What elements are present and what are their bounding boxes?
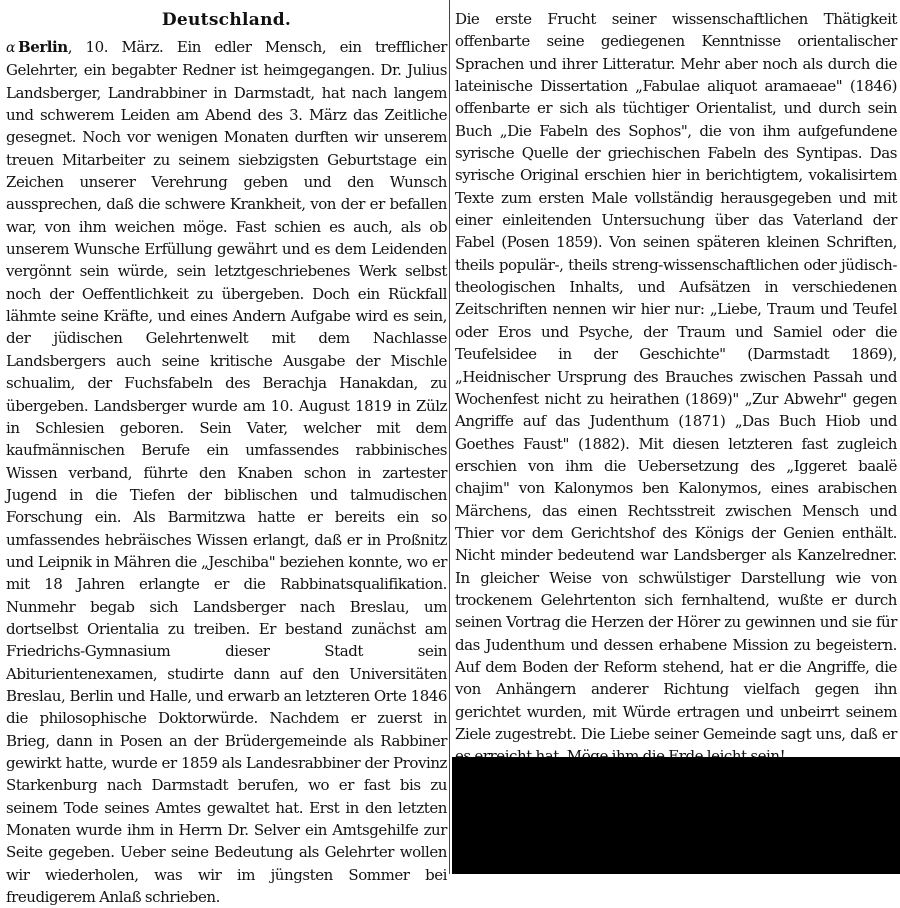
dateline-date: , 10. März. <box>67 38 177 56</box>
redaction-block <box>452 757 900 874</box>
article-paragraph-left <box>6 36 447 908</box>
right-column <box>455 8 897 748</box>
dateline-place: Berlin <box>18 38 68 56</box>
section-heading: Deutschland. <box>161 10 292 30</box>
left-column <box>6 0 447 908</box>
article-text-left: Ein edler Mensch, ein trefflicher Gelehrter, ein begabter Redner ist heimgegangen. Dr. Julius Landsberger, Landrabbiner in Darmstadt, hat nach langem und schwerem Leiden am Abend des 3. März das Zeitliche gesegnet. Noch vor wenigen Monaten durften wir unserem treuen Mitarbeiter zu seinem siebzigsten Geburtstage ein Zeichen unserer Verehrung geben und den Wunsch aussprechen, daß die schwere Krankheit, von der er befallen war, von ihm weichen möge. Fast schien es auch, als ob unserem Wunsche Erfüllung gewährt und es dem Leidenden vergönnt sein würde, sein letztgeschriebenes Werk selbst noch der Oeffentlichkeit zu übergeben. Doch ein Rückfall lähmte seine Kräfte, und eines Andern Aufgabe wird es sein, der jüdischen Gelehrtenwelt mit dem Nachlasse Landsbergers auch seine kritische Ausgabe der Mischle schualim, der Fuchsfabeln des Berachja Hanakdan, zu übergeben. Landsberger wurde am 10. August 1819 in Zülz in Schlesien geboren. Sein Vater, welcher mit dem kaufmännischen Berufe ein umfassendes rabbinisches Wissen verband, führte den Knaben schon in zartester Jugend in die Tiefen der biblischen und talmudischen Forschung ein. Als Barmitzwa hatte er bereits ein so umfassendes hebräisches Wissen erlangt, daß er in Proßnitz und Leipnik in Mähren die „Jeschiba" beziehen konnte, wo er mit 18 Jahren erlangte er die Rabbinatsqualifikation. Nunmehr begab sich Landsberger nach Breslau, um dortselbst Orientalia zu treiben. Er bestand zunächst am Friedrichs-Gymnasium dieser Stadt sein Abiturientenexamen, studirte dann auf den Universitäten Breslau, Berlin und Halle, und erwarb an letzteren Orte 1846 die philosophische Doktorwürde. Nachdem er zuerst in Brieg, dann in Posen an der Brüdergemeinde als Rabbiner gewirkt hatte, wurde er 1859 als Landesrabbiner der Provinz Starkenburg nach Darmstadt berufen, wo er fast bis zu seinem Tode seines Amtes gewaltet hat. Erst in den letzten Monaten wurde ihm in Herrn Dr. Selver ein Amtsgehilfe zur Seite gegeben. Ueber seine Bedeutung als Gelehrter wollen wir wiederholen, was wir im jüngsten Sommer bei freudigerem Anlaß schrieben. <box>6 38 447 907</box>
article-text-right: Die erste Frucht seiner wissenschaftlichen Thätigkeit offenbarte seine gediegenen Kenntnisse orientalischer Sprachen und ihrer Litteratur. Mehr aber noch als durch die lateinische Dissertation „Fabulae aliquot aramaeae" (1846) offenbarte er sich als tüchtiger Orientalist, und durch sein Buch „Die Fabeln des Sophos", die von ihm aufgefundene syrische Quelle der griechischen Fabeln des Syntipas. Das syrische Original erschien hier in berichtigtem, vokalisirtem Texte zum ersten Male vollständig herausgegeben und mit einer einleitenden Untersuchung über das Vaterland der Fabel (Posen 1859). Von seinen späteren kleinen Schriften, theils populär-, theils streng-wissenschaftlichen oder jüdisch-theologischen Inhalts, und Aufsätzen in verschiedenen Zeitschriften nennen wir hier nur: „Liebe, Traum und Teufel oder Eros und Psyche, der Traum und Samiel oder die Teufelsidee in der Geschichte" (Darmstadt 1869), „Heidnischer Ursprung des Brauches zwischen Passah und Wochenfest nicht zu heirathen (1869)" „Zur Abwehr" gegen Angriffe auf das Judenthum (1871) „Das Buch Hiob und Goethes Faust" (1882). Mit diesen letzteren fast zugleich erschien von ihm die Uebersetzung des „Iggeret baalë chajim" von Kalonymos ben Kalonymos, eines arabischen Märchens, das einen Rechtsstreit zwischen Mensch und Thier vor dem Gerichtshof des Königs der Genien enthält. Nicht minder bedeutend war Landsberger als Kanzelredner. In gleicher Weise von schwülstiger Darstellung wie von trockenem Gelehrtenton sich fernhaltend, wußte er durch seinen Vortrag die Herzen der Hörer zu gewinnen und sie für das Judenthum und dessen erhabene Mission zu begeistern. Auf dem Boden der Reform stehend, hat er die Angriffe, die von Anhängern anderer Richtung vielfach gegen ihn gerichtet wurden, mit Würde ertragen und unbeirrt seinem Ziele zugestrebt. Die Liebe seiner Gemeinde sagt uns, daß er <box>455 10 897 743</box>
author-marker: α <box>6 40 16 56</box>
column-divider <box>449 0 450 874</box>
